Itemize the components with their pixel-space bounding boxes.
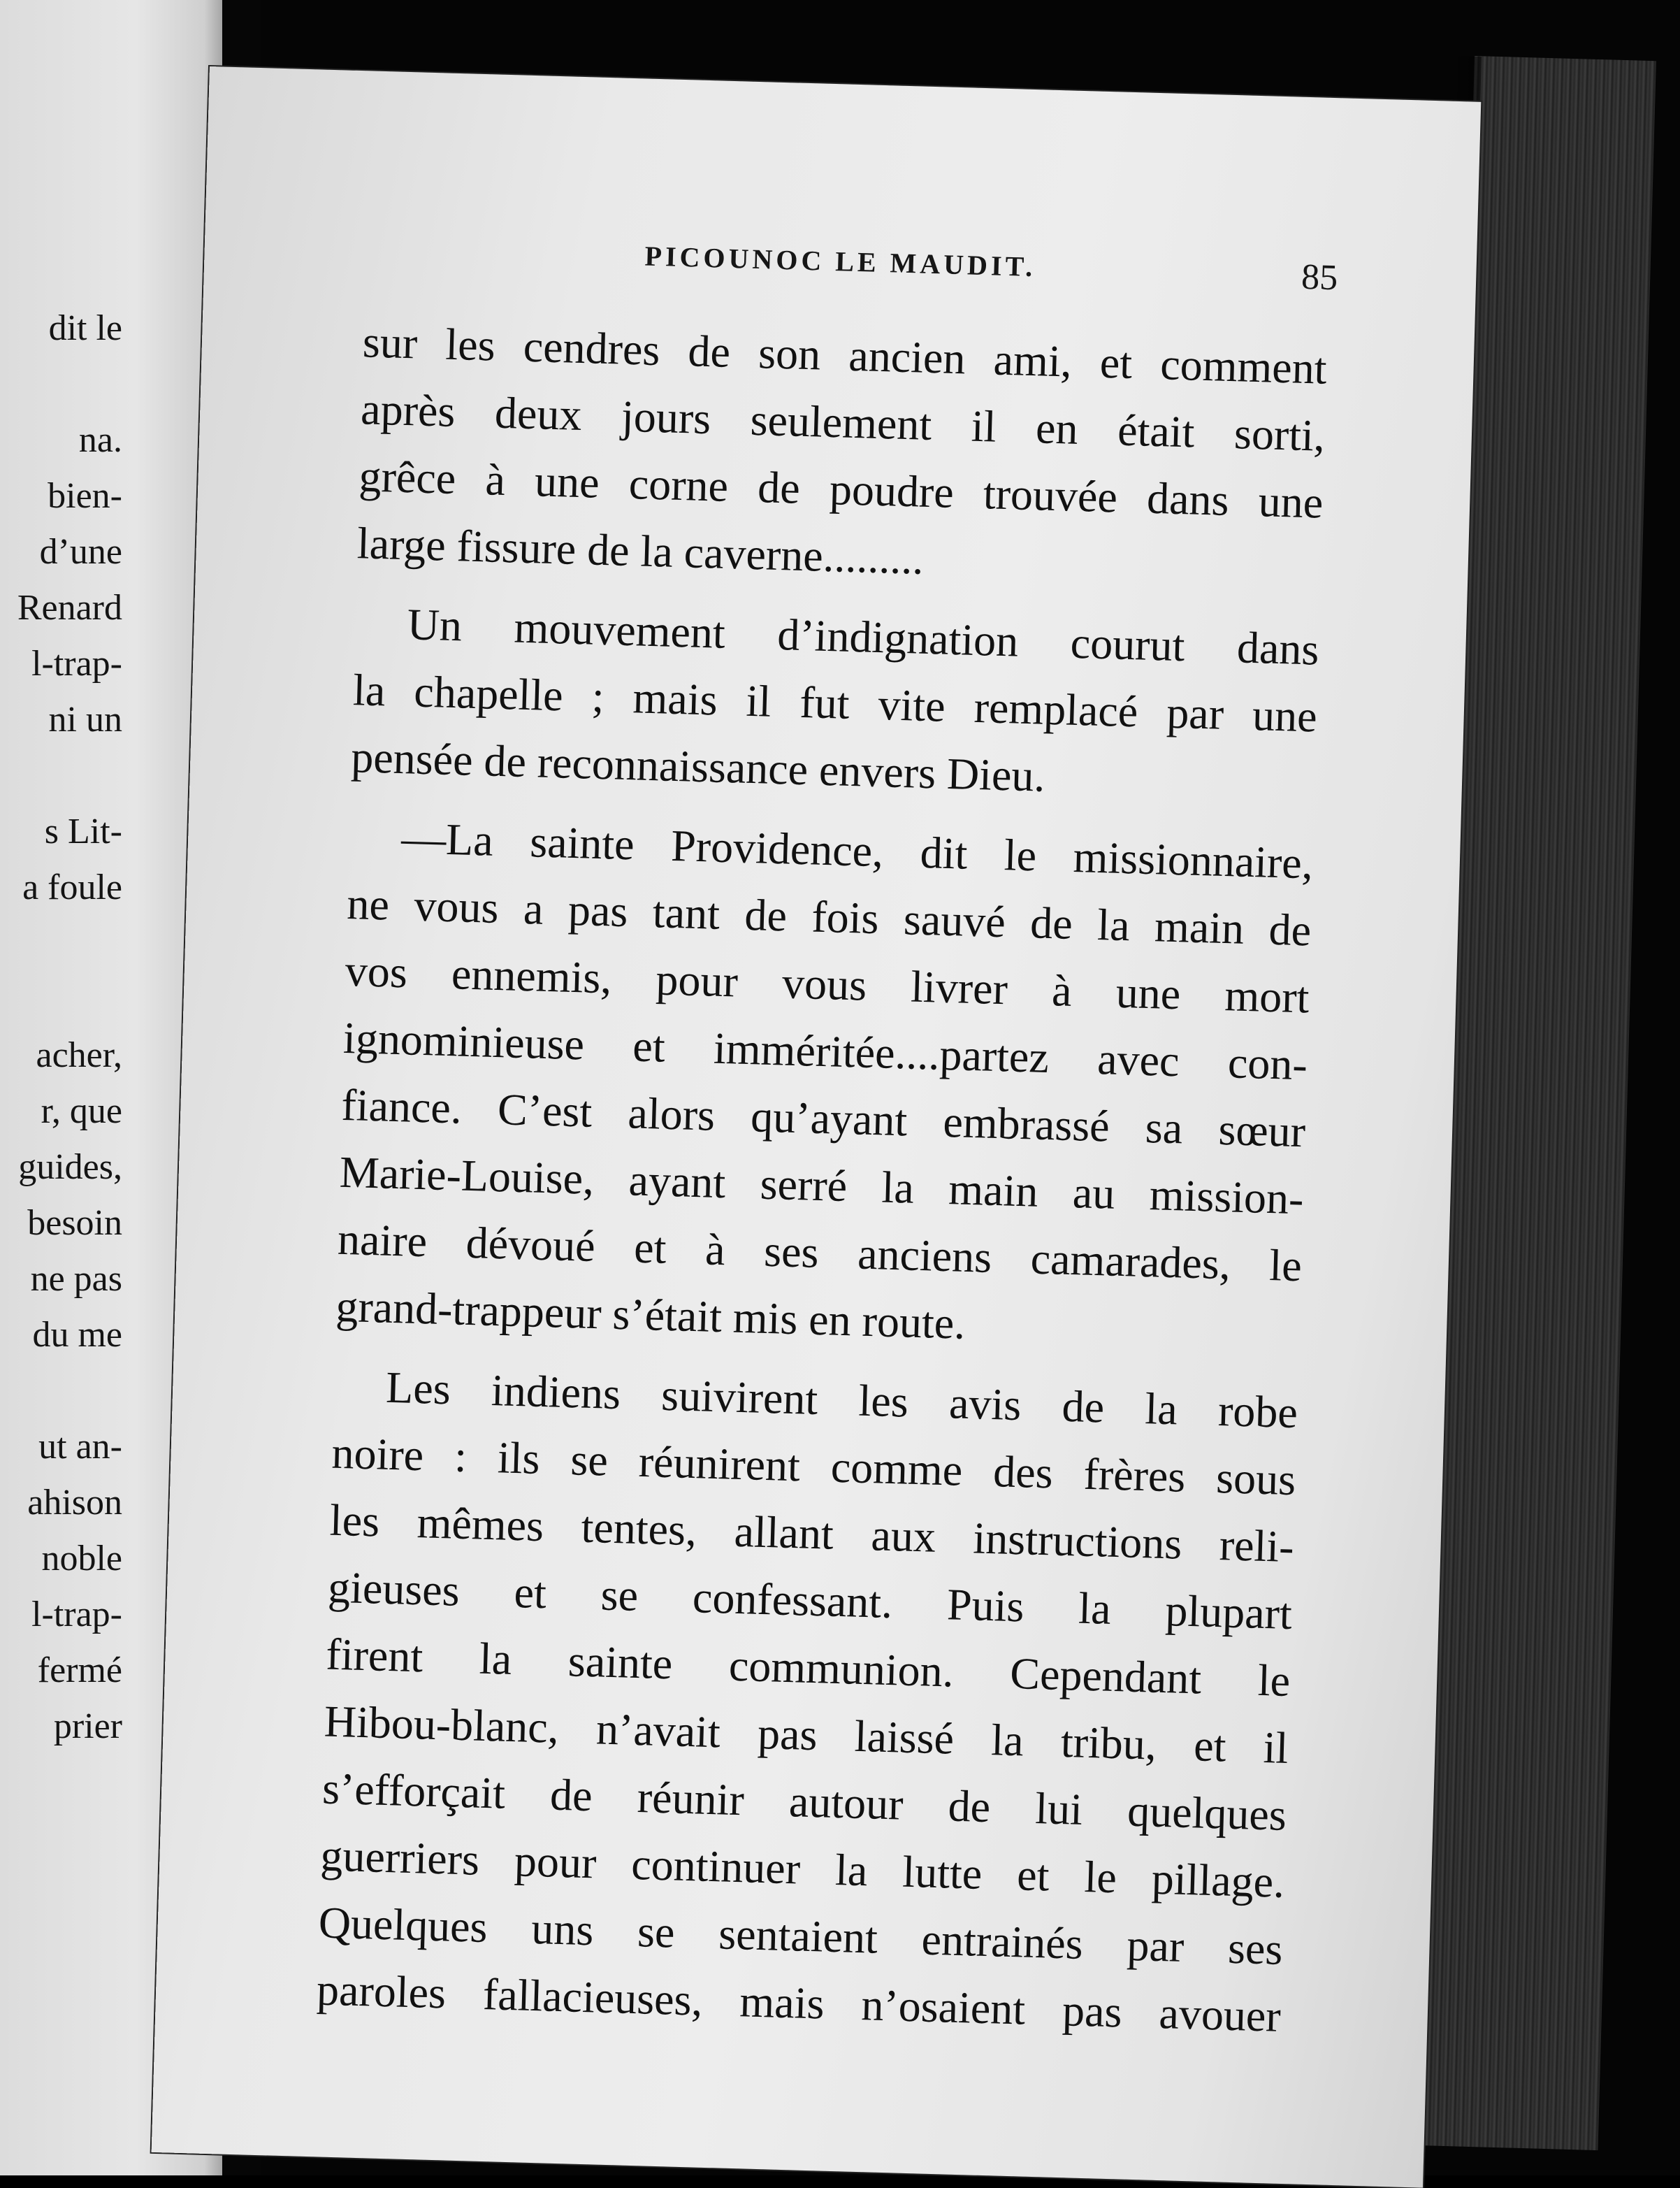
page-number: 85 [1301, 257, 1338, 298]
paragraph [356, 308, 1328, 603]
text-line: ne vous a pas tant de fois sauvé de la main de [346, 878, 1312, 956]
paragraph [316, 1353, 1298, 2050]
left-line: prier [53, 1706, 122, 1746]
paragraph [335, 803, 1314, 1367]
running-title: PICOUNOC LE MAUDIT. [644, 240, 1036, 283]
left-line: l-trap- [31, 644, 122, 684]
left-line [0, 357, 122, 412]
left-page-text [0, 301, 122, 1755]
text-line: guerriers pour continuer la lutte et le pillage. [319, 1830, 1286, 1907]
left-line: bien- [48, 476, 122, 516]
left-line: d’une [39, 532, 122, 572]
text-line: pensée de reconnaissance envers Dieu. [350, 732, 1046, 801]
text-line: grêce à une corne de poudre trouvée dans une [358, 451, 1324, 528]
left-line: Renard [17, 588, 122, 628]
text-line: la chapelle ; mais il fut vite remplacé par une [352, 665, 1318, 742]
text-line: grand-trappeur s’était mis en route. [335, 1281, 966, 1348]
left-line: na. [78, 420, 122, 460]
left-line: noble [41, 1539, 122, 1578]
text-line: Quelques uns se sentaient entrainés par ses [317, 1897, 1284, 1974]
left-line: du me [32, 1315, 122, 1355]
text-line: ignominieuse et imméritée....partez avec con- [342, 1012, 1308, 1090]
left-line: l-trap- [31, 1595, 122, 1634]
left-line: besoin [27, 1203, 122, 1243]
left-line: dit le [48, 308, 122, 348]
text-line: —La sainte Providence, dit le missionnaire, [400, 813, 1314, 888]
text-line: firent la sainte communion. Cependant le [325, 1629, 1291, 1706]
text-line: sur les cendres de son ancien ami, et comment [362, 317, 1328, 394]
text-line: s’efforçait de réunir autour de lui quelques [321, 1763, 1287, 1840]
paragraph [350, 589, 1320, 817]
left-line [0, 972, 122, 1028]
text-line: fiance. C’est alors qu’ayant embrassé sa sœur [340, 1079, 1307, 1157]
body-text [315, 308, 1327, 2063]
left-line: acher, [36, 1035, 122, 1075]
left-line: ne pas [30, 1259, 122, 1299]
left-line [0, 916, 122, 972]
left-line: guides, [18, 1147, 122, 1187]
text-line: Un mouvement d’indignation courut dans [406, 599, 1320, 675]
text-line: Hibou-blanc, n’avait pas laissé la tribu, et il [323, 1696, 1289, 1773]
left-line [0, 748, 122, 804]
text-line: naire dévoué et à ses anciens camarades, le [337, 1214, 1303, 1291]
left-line: r, que [41, 1091, 122, 1131]
text-line: large fissure de la caverne......... [356, 518, 925, 584]
left-line: ni un [48, 700, 122, 740]
text-line: Marie-Louise, ayant serré la main au mission- [338, 1146, 1305, 1224]
left-line: fermé [37, 1650, 122, 1690]
left-line [0, 1363, 122, 1419]
left-line: ut an- [38, 1427, 122, 1467]
left-line: a foule [22, 868, 122, 907]
main-page [152, 66, 1482, 2188]
text-line: Les indiens suivirent les avis de la robe [385, 1362, 1298, 1438]
text-line: noire : ils se réunirent comme des frères sous [331, 1427, 1297, 1505]
text-line: vos ennemis, pour vous livrer à une mort [344, 945, 1310, 1023]
left-line: s Lit- [44, 812, 122, 851]
text-line: paroles fallacieuses, mais n’osaient pas avouer [316, 1964, 1282, 2041]
text-line: après deux jours seulement il en était sorti, [360, 384, 1326, 461]
left-line: ahison [27, 1483, 122, 1523]
text-line: les mêmes tentes, allant aux instructions reli- [329, 1495, 1295, 1572]
text-line: gieuses et se confessant. Puis la plupart [327, 1562, 1293, 1639]
